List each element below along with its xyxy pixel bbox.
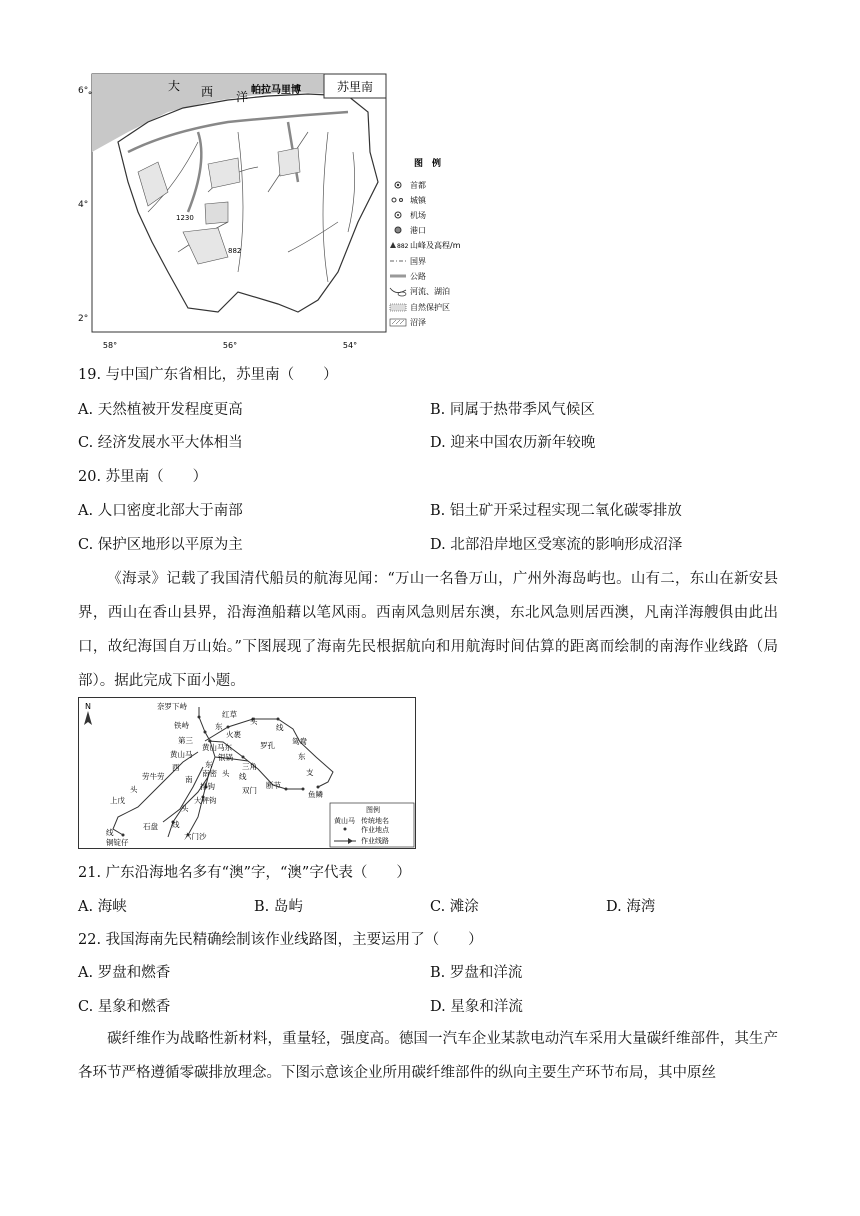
capital-label: 帕拉马里博 [251, 85, 301, 96]
place-label: 劳牛劳 [142, 772, 165, 781]
legend-item: 机场 [410, 211, 426, 220]
option: A. 罗盘和燃香 [78, 965, 171, 981]
legend-sample: 黄山马 [334, 817, 355, 825]
lat-label: ° [88, 91, 93, 101]
legend-item: 河流、湖泊 [410, 287, 450, 296]
legend-item: 沼泽 [410, 318, 426, 327]
legend-item: 自然保护区 [410, 303, 450, 312]
place-label: 线 [172, 820, 180, 829]
legend-item: 首都 [410, 181, 426, 190]
legend-item: 城镇 [410, 196, 426, 205]
place-label: 罗孔 [260, 741, 275, 750]
lat-label: 6° [78, 86, 89, 96]
place-label: 第三 [178, 736, 193, 745]
north-label: N [85, 702, 91, 711]
lon-label: 56° [222, 341, 238, 350]
lon-label: 54° [342, 341, 358, 350]
option: D. 星象和洋流 [430, 999, 523, 1015]
option: B. 岛屿 [254, 899, 303, 915]
place-label: 铜锭仔 [106, 838, 129, 847]
legend-heading: 图例 [366, 806, 380, 814]
place-label: 支 [306, 768, 314, 777]
place-label: 上戊 [110, 796, 125, 805]
passage [78, 562, 778, 698]
place-label: 奈罗下峙 [157, 702, 187, 711]
legend-item: 港口 [410, 226, 426, 235]
place-label: 鸳鸯 [292, 737, 307, 746]
option: A. 天然植被开发程度更高 [78, 402, 243, 418]
question-stem: 21. 广东沿海地名多有“澳”字，“澳”字代表（ ） [78, 865, 411, 881]
place-label: 南 [185, 775, 193, 784]
option: A. 人口密度北部大于南部 [78, 503, 243, 519]
option: D. 海湾 [606, 899, 656, 915]
option: D. 北部沿岸地区受寒流的影响形成沼泽 [430, 537, 683, 553]
place-label: 红草 [222, 710, 237, 719]
option: C. 经济发展水平大体相当 [78, 435, 243, 451]
option: B. 同属于热带季风气候区 [430, 402, 595, 418]
ocean-label: 洋 [236, 90, 249, 104]
question-stem: 20. 苏里南（ ） [78, 469, 208, 485]
place-label: 铁峙 [174, 721, 189, 730]
legend-item: 国界 [410, 257, 426, 266]
ocean-label: 西 [201, 85, 214, 99]
place-label: 线 [276, 723, 284, 732]
option: D. 迎来中国农历新年较晚 [430, 435, 596, 451]
place-label: 排钩 [200, 782, 215, 791]
place-label: 东 [215, 722, 223, 731]
legend-item: 山峰及高程/m [410, 241, 461, 250]
place-label: 南密 [202, 769, 217, 778]
place-label: 黄山马东 [202, 743, 232, 752]
place-label: 银锅 [218, 753, 233, 762]
legend-peak-sample: 882 [397, 243, 409, 250]
place-label: 头 [222, 769, 230, 778]
elev-label: 1230 [176, 214, 194, 222]
option: A. 海峡 [78, 899, 127, 915]
place-label: 头 [181, 804, 189, 813]
place-label: 东 [298, 752, 306, 761]
legend-heading: 图 例 [414, 159, 442, 169]
legend-item: 公路 [410, 272, 426, 281]
option: C. 滩涂 [430, 899, 479, 915]
place-label: 线 [239, 772, 247, 781]
place-label: 石盘 [143, 822, 158, 831]
place-label: 双门 [242, 786, 257, 795]
question-stem: 19. 与中国广东省相比，苏里南（ ） [78, 367, 338, 383]
place-label: 头 [130, 785, 138, 794]
place-label: 火裹 [226, 730, 241, 739]
option: C. 保护区地形以平原为主 [78, 537, 243, 553]
place-label: 大秤钩 [194, 796, 217, 805]
passage-text: 《海录》记载了我国清代船员的航海见闻：“万山一名鲁万山，广州外海岛屿也。山有二，东山在新安县界，西山在香山县界，沿海渔船藉以笔风雨。西南风急则居东澳，东北风急则居西澳，凡南洋海艘俱由此出口，故纪海国自万山始。”下图展现了海南先民根据航向和用航海时间估算的距离而绘制的南海作业线路（局部）。据此完成下面小题。 [78, 571, 778, 689]
legend-item: 作业线路 [361, 837, 389, 845]
option: C. 星象和燃香 [78, 999, 171, 1015]
place-label: 三角 [242, 762, 257, 771]
legend-item: 作业地点 [361, 826, 389, 834]
legend-item: 传统地名 [361, 817, 389, 825]
passage [78, 1022, 778, 1090]
map-title: 苏里南 [336, 80, 374, 94]
lat-label: 4° [78, 200, 89, 210]
route-map [78, 697, 416, 849]
question-stem: 22. 我国海南先民精确绘制该作业线路图，主要运用了（ ） [78, 932, 483, 948]
place-label: 线 [106, 828, 114, 837]
place-label: 头 [250, 717, 258, 726]
place-label: 西 [172, 763, 180, 772]
place-label: 东 [205, 760, 213, 769]
place-label: 黄山马 [170, 750, 193, 759]
passage-text: 碳纤维作为战略性新材料，重量轻，强度高。德国一汽车企业某款电动汽车采用大量碳纤维部件，其生产各环节严格遵循零碳排放理念。下图示意该企业所用碳纤维部件的纵向主要生产环节布局，其中原丝 [78, 1031, 778, 1081]
elev-label: 882 [228, 247, 242, 255]
suriname-map [88, 72, 488, 354]
option: B. 罗盘和洋流 [430, 965, 523, 981]
place-label: 断节 [266, 781, 281, 790]
lat-label: 2° [78, 314, 89, 324]
place-label: 六门沙 [184, 832, 207, 841]
option: B. 铝土矿开采过程实现二氧化碳零排放 [430, 503, 682, 519]
place-label: 鱼鳞 [308, 790, 323, 799]
lon-label: 58° [102, 341, 118, 350]
ocean-label: 大 [168, 79, 181, 93]
